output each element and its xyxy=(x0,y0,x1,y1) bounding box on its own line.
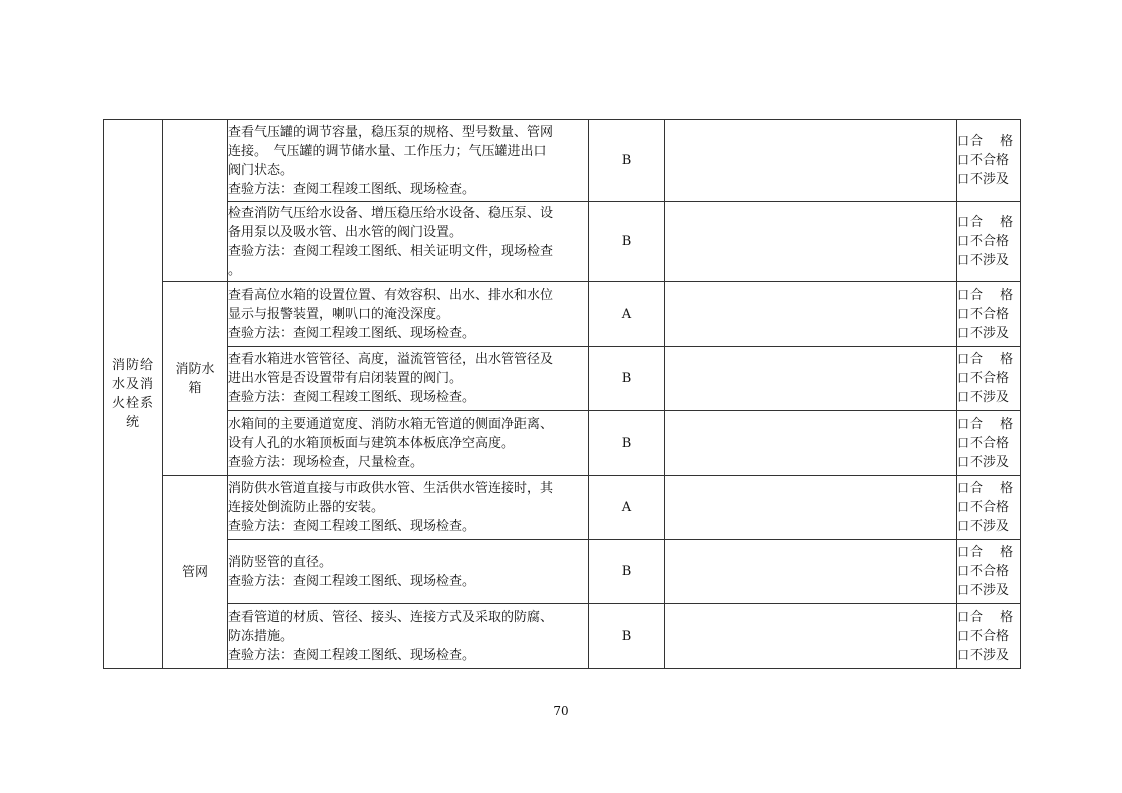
result-pass-option[interactable] xyxy=(957,415,1020,434)
remark-cell[interactable] xyxy=(665,347,957,411)
result-option-label: 合 格 xyxy=(970,134,1014,149)
system-name-line: 水及消 xyxy=(111,377,154,392)
content-line: 查看气压罐的调节容量，稳压泵的规格、型号数量、管网 xyxy=(228,124,554,140)
content-line: 进出水管是否设置带有启闭装置的阀门。 xyxy=(228,371,463,386)
checkbox-icon[interactable]: 口 xyxy=(957,519,970,533)
subsystem-name-line: 箱 xyxy=(188,380,202,396)
result-na-option[interactable] xyxy=(957,581,1020,600)
result-option-label: 不涉及 xyxy=(970,454,1010,470)
result-pass-option[interactable] xyxy=(957,350,1020,369)
content-line: 设有人孔的水箱顶板面与建筑本体板底净空高度。 xyxy=(228,435,515,451)
content-line: 查验方法：现场检查，尺量检查。 xyxy=(228,454,424,470)
result-option-label: 不涉及 xyxy=(970,325,1010,341)
result-option-label: 合 格 xyxy=(970,287,1014,303)
subsystem-cell xyxy=(163,282,228,476)
remark-cell[interactable] xyxy=(665,282,957,347)
content-line: 查验方法：查阅工程竣工图纸、现场检查。 xyxy=(228,181,476,197)
content-line: 显示与报警装置，喇叭口的淹没深度。 xyxy=(228,306,450,322)
content-line: 阀门状态。 xyxy=(228,162,294,178)
checkbox-icon[interactable]: 口 xyxy=(957,306,970,321)
result-pass-option[interactable] xyxy=(957,543,1020,562)
checkbox-icon[interactable]: 口 xyxy=(957,564,970,578)
content-line: 查看高位水箱的设置位置、有效容积、出水、排水和水位 xyxy=(228,287,554,303)
result-fail-option[interactable] xyxy=(957,627,1020,646)
result-cell xyxy=(957,282,1021,347)
checkbox-icon[interactable]: 口 xyxy=(957,153,970,167)
inspection-content-cell xyxy=(228,202,589,282)
result-option-label: 不合格 xyxy=(970,371,1010,386)
checkbox-icon[interactable]: 口 xyxy=(957,416,970,431)
result-option-label: 合 格 xyxy=(970,416,1014,432)
importance-level-cell: B xyxy=(589,604,665,669)
importance-level-cell: B xyxy=(589,540,665,604)
checkbox-icon[interactable]: 口 xyxy=(957,134,970,148)
result-na-option[interactable] xyxy=(957,251,1020,270)
importance-level-cell: B xyxy=(589,411,665,476)
subsystem-cell xyxy=(163,120,228,282)
result-option-label: 合 格 xyxy=(970,609,1014,625)
content-line: 查验方法：查阅工程竣工图纸、现场检查。 xyxy=(228,390,476,405)
result-pass-option[interactable] xyxy=(957,213,1020,232)
result-cell xyxy=(957,120,1021,202)
result-cell xyxy=(957,202,1021,282)
remark-cell[interactable] xyxy=(665,120,957,202)
remark-cell[interactable] xyxy=(665,540,957,604)
content-line: 备用泵以及吸水管、出水管的阀门设置。 xyxy=(228,224,463,240)
subsystem-cell xyxy=(163,476,228,669)
result-pass-option[interactable] xyxy=(957,608,1020,627)
result-option-label: 不涉及 xyxy=(970,583,1010,598)
table-row xyxy=(104,476,1021,540)
result-fail-option[interactable] xyxy=(957,562,1020,581)
checkbox-icon[interactable]: 口 xyxy=(957,647,970,662)
content-line: 查验方法：查阅工程竣工图纸、相关证明文件，现场检查 xyxy=(228,243,554,259)
page-number: 70 xyxy=(553,704,569,718)
checkbox-icon[interactable]: 口 xyxy=(957,253,970,267)
result-cell xyxy=(957,604,1021,669)
result-cell xyxy=(957,476,1021,540)
table-row xyxy=(104,282,1021,347)
result-fail-option[interactable] xyxy=(957,498,1020,517)
result-option-label: 不涉及 xyxy=(970,647,1010,663)
content-line: 水箱间的主要通道宽度、消防水箱无管道的侧面净距离、 xyxy=(228,416,554,432)
result-option-label: 合 格 xyxy=(970,215,1014,230)
result-pass-option[interactable] xyxy=(957,286,1020,305)
importance-level-cell: B xyxy=(589,120,665,202)
content-line: 消防供水管道直接与市政供水管、生活供水管连接时，其 xyxy=(228,481,554,496)
content-line: 查验方法：查阅工程竣工图纸、现场检查。 xyxy=(228,325,476,341)
content-line: 连接处倒流防止器的安装。 xyxy=(228,500,385,515)
content-line: 连接。 气压罐的调节储水量、工作压力；气压罐进出口 xyxy=(228,143,547,159)
system-name-line: 统 xyxy=(125,415,140,430)
content-line: 查看水箱进水管管径、高度，溢流管管径，出水管管径及 xyxy=(228,352,554,367)
subsystem-name-line: 消防水 xyxy=(175,361,215,377)
content-line: 防冻措施。 xyxy=(228,628,294,644)
result-na-option[interactable] xyxy=(957,453,1020,472)
content-line: 消防竖管的直径。 xyxy=(228,554,333,570)
result-cell xyxy=(957,347,1021,411)
result-option-label: 不合格 xyxy=(970,306,1010,322)
inspection-table xyxy=(103,119,1021,669)
result-option-label: 不涉及 xyxy=(970,172,1010,187)
result-option-label: 合 格 xyxy=(970,352,1014,367)
result-na-option[interactable] xyxy=(957,646,1020,665)
checkbox-icon[interactable]: 口 xyxy=(957,215,970,229)
result-na-option[interactable] xyxy=(957,517,1020,536)
importance-level-cell: B xyxy=(589,347,665,411)
inspection-content-cell xyxy=(228,282,589,347)
result-cell xyxy=(957,540,1021,604)
checkbox-icon[interactable]: 口 xyxy=(957,172,970,186)
result-na-option[interactable] xyxy=(957,170,1020,189)
checkbox-icon[interactable]: 口 xyxy=(957,609,970,624)
checkbox-icon[interactable]: 口 xyxy=(957,500,970,514)
inspection-content-cell xyxy=(228,540,589,604)
result-fail-option[interactable] xyxy=(957,434,1020,453)
inspection-content-cell xyxy=(228,604,589,669)
content-line: 查验方法：查阅工程竣工图纸、现场检查。 xyxy=(228,519,476,534)
system-name-line: 火栓系 xyxy=(111,396,154,411)
importance-level-cell: A xyxy=(589,282,665,347)
system-name-cell xyxy=(104,120,163,669)
checkbox-icon[interactable]: 口 xyxy=(957,481,970,495)
result-fail-option[interactable] xyxy=(957,369,1020,388)
inspection-content-cell xyxy=(228,476,589,540)
result-option-label: 合 格 xyxy=(970,545,1014,560)
content-line: 。 xyxy=(228,262,242,278)
result-cell xyxy=(957,411,1021,476)
result-na-option[interactable] xyxy=(957,388,1020,407)
result-pass-option[interactable] xyxy=(957,132,1020,151)
table-row xyxy=(104,411,1021,476)
result-fail-option[interactable] xyxy=(957,151,1020,170)
result-option-label: 不合格 xyxy=(970,500,1010,515)
checkbox-icon[interactable]: 口 xyxy=(957,628,970,643)
table-row xyxy=(104,540,1021,604)
checkbox-icon[interactable]: 口 xyxy=(957,325,970,340)
checkbox-icon[interactable]: 口 xyxy=(957,583,970,597)
checkbox-icon[interactable]: 口 xyxy=(957,454,970,469)
importance-level-cell: B xyxy=(589,202,665,282)
checkbox-icon[interactable]: 口 xyxy=(957,287,970,302)
result-fail-option[interactable] xyxy=(957,305,1020,324)
result-fail-option[interactable] xyxy=(957,232,1020,251)
subsystem-name-line: 管网 xyxy=(181,564,208,580)
result-option-label: 不合格 xyxy=(970,628,1010,644)
checkbox-icon[interactable]: 口 xyxy=(957,390,970,404)
inspection-content-cell xyxy=(228,411,589,476)
remark-cell[interactable] xyxy=(665,604,957,669)
inspection-content-cell xyxy=(228,120,589,202)
checkbox-icon[interactable]: 口 xyxy=(957,352,970,366)
importance-level-cell: A xyxy=(589,476,665,540)
result-option-label: 不合格 xyxy=(970,564,1010,579)
checkbox-icon[interactable]: 口 xyxy=(957,371,970,385)
checkbox-icon[interactable]: 口 xyxy=(957,435,970,450)
result-na-option[interactable] xyxy=(957,324,1020,343)
inspection-content-cell xyxy=(228,347,589,411)
result-option-label: 不涉及 xyxy=(970,390,1010,405)
remark-cell[interactable] xyxy=(665,202,957,282)
table-row xyxy=(104,120,1021,202)
result-option-label: 不涉及 xyxy=(970,253,1010,268)
remark-cell[interactable] xyxy=(665,476,957,540)
result-pass-option[interactable] xyxy=(957,479,1020,498)
result-option-label: 合 格 xyxy=(970,481,1014,496)
checkbox-icon[interactable]: 口 xyxy=(957,545,970,559)
checkbox-icon[interactable]: 口 xyxy=(957,234,970,248)
remark-cell[interactable] xyxy=(665,411,957,476)
result-option-label: 不涉及 xyxy=(970,519,1010,534)
content-line: 查验方法：查阅工程竣工图纸、现场检查。 xyxy=(228,573,476,589)
content-line: 检查消防气压给水设备、增压稳压给水设备、稳压泵、设 xyxy=(228,205,554,221)
result-option-label: 不合格 xyxy=(970,435,1010,451)
content-line: 查看管道的材质、管径、接头、连接方式及采取的防腐、 xyxy=(228,609,554,625)
table-row xyxy=(104,347,1021,411)
content-line: 查验方法：查阅工程竣工图纸、现场检查。 xyxy=(228,647,476,663)
system-name-line: 消防给 xyxy=(111,358,154,373)
result-option-label: 不合格 xyxy=(970,234,1010,249)
table-row xyxy=(104,604,1021,669)
result-option-label: 不合格 xyxy=(970,153,1010,168)
table-row xyxy=(104,202,1021,282)
